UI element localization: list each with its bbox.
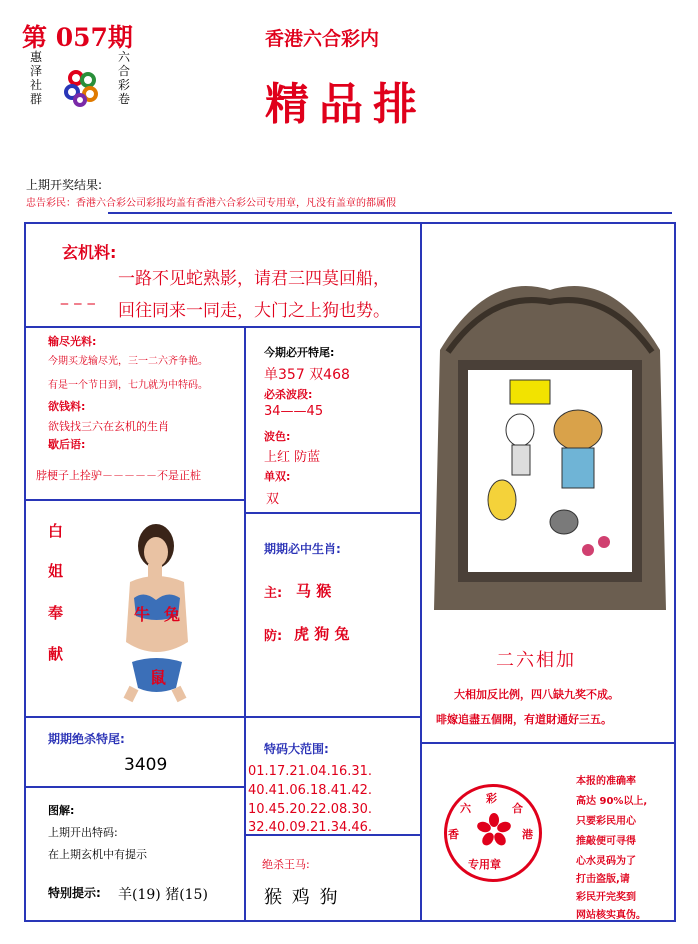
seal-bottom: 专用章 (468, 858, 501, 871)
tujie-label: 图解: (48, 804, 75, 817)
seal-left: 香 (448, 828, 459, 841)
endorsement-line: 彩民开完奖到 (576, 892, 636, 903)
picture-caption: 二六相加 (496, 650, 576, 671)
shujin-line-1: 今期买龙输尽光，三一二六齐争艳。 (48, 356, 208, 367)
kill-king-value: 猴 鸡 狗 (264, 887, 340, 908)
special-tip-value: 羊(19) 猪(15) (118, 887, 208, 903)
wave-kill-label: 必杀波段: (264, 388, 313, 401)
kill-tail-label: 期期绝杀特尾: (48, 732, 125, 746)
zodiac-label: 期期必中生肖: (264, 542, 341, 556)
shujin-label: 输尽光料: (48, 335, 97, 348)
header-large-title: 精品排 (265, 79, 427, 130)
tujie-line-2: 在上期玄机中有提示 (48, 848, 147, 861)
xuanji-line-1: 一路不见蛇熟影，请君三四莫回船， (118, 269, 390, 289)
model-vertical-1: 白 (48, 522, 64, 540)
yuqian-label: 欲钱料: (48, 400, 86, 413)
model-vertical-3: 奉 (48, 604, 64, 622)
divider (420, 742, 422, 922)
odd-even-label: 单双: (264, 470, 291, 483)
tail-value: 单357 双468 (264, 367, 350, 383)
zodiac-guard-label: 防: (264, 629, 283, 644)
seal-top-2: 彩 (486, 792, 497, 805)
special-tip-label: 特别提示: (48, 886, 101, 900)
endorsement-line: 网站核实真伪。 (576, 910, 646, 921)
xuanji-label: 玄机料: (62, 243, 117, 262)
divider (244, 501, 246, 717)
zodiac-main-value: 马 猴 (296, 582, 332, 600)
wave-kill-value: 34——45 (264, 404, 324, 419)
tujie-line-1: 上期开出特码: (48, 826, 118, 839)
endorsement-line: 只要彩民用心 (576, 816, 636, 827)
color-label: 波色: (264, 430, 291, 443)
header-small-title: 香港六合彩内 (265, 28, 380, 50)
picture-line-2: 啡嫁追盡五個開，有道財通好三五。 (436, 713, 612, 726)
dash-marks: ‒ ‒ ‒ (60, 296, 96, 312)
endorsement-line: 高达 90%以上, (576, 796, 648, 807)
zodiac-main-label: 主: (264, 586, 283, 601)
divider (244, 326, 246, 501)
framed-cartoon-picture (428, 280, 672, 616)
last-result-label: 上期开奖结果: (26, 178, 103, 192)
shujin-line-2: 有是一个节日到，七九就为中特码。 (48, 380, 208, 391)
divider (244, 718, 246, 922)
xuanji-line-2: 回往同来一同走，大门之上狗也势。 (118, 301, 390, 321)
color-value: 上红 防蓝 (264, 450, 321, 465)
model-vertical-2: 姐 (48, 562, 64, 580)
range-row: 01.17.21.04.16.31. (248, 764, 373, 779)
warning-text: 忠告彩民：香港六合彩公司彩报均盖有香港六合彩公司专用章，凡没有盖章的都属假 (26, 198, 396, 209)
model-zodiac-3: 鼠 (150, 668, 167, 687)
xiehouyu-label: 歇后语: (48, 438, 86, 451)
odd-even-value: 双 (266, 492, 280, 507)
model-zodiac-1: 牛 (134, 605, 151, 624)
divider (24, 786, 246, 788)
divider (244, 512, 422, 514)
range-row: 10.45.20.22.08.30. (248, 802, 373, 817)
zodiac-guard-value: 虎 狗 兔 (294, 625, 350, 643)
endorsement-line: 推敲便可寻得 (576, 836, 636, 847)
seal-top-3: 合 (512, 802, 523, 815)
range-row: 40.41.06.18.41.42. (248, 783, 373, 798)
endorsement-line: 打击盗版,请 (576, 874, 630, 885)
endorsement-line: 心水灵码为了 (576, 856, 636, 867)
model-zodiac-2: 兔 (164, 605, 181, 624)
range-label: 特码大范围: (264, 742, 329, 756)
xiehouyu-text: 脖梗子上拴驴－－－－－不是正桩 (36, 469, 201, 482)
lottery-logo-icon (62, 68, 102, 108)
left-vertical-text-1: 惠泽社群 (30, 50, 43, 106)
seal-right: 港 (522, 828, 533, 841)
model-vertical-4: 献 (48, 645, 64, 663)
kill-tail-value: 3409 (124, 755, 168, 775)
range-row: 32.40.09.21.34.46. (248, 820, 373, 835)
divider (420, 742, 676, 744)
bauhinia-flower-icon (477, 813, 511, 847)
kill-king-label: 绝杀王马: (262, 858, 310, 871)
issue-number: 第 057期 (22, 23, 133, 52)
tail-label: 今期必开特尾: (264, 346, 335, 359)
divider (420, 222, 422, 742)
yuqian-text: 欲钱找三六在玄机的生肖 (48, 420, 169, 433)
divider (24, 499, 246, 501)
seal-top-1: 六 (460, 802, 471, 815)
endorsement-line: 本报的准确率 (576, 776, 636, 787)
left-vertical-text-2: 六合彩卷 (118, 50, 131, 106)
divider (24, 326, 422, 328)
header-divider (108, 212, 672, 214)
divider (24, 716, 422, 718)
picture-line-1: 大相加反比例，四八缺九奖不成。 (454, 688, 619, 701)
